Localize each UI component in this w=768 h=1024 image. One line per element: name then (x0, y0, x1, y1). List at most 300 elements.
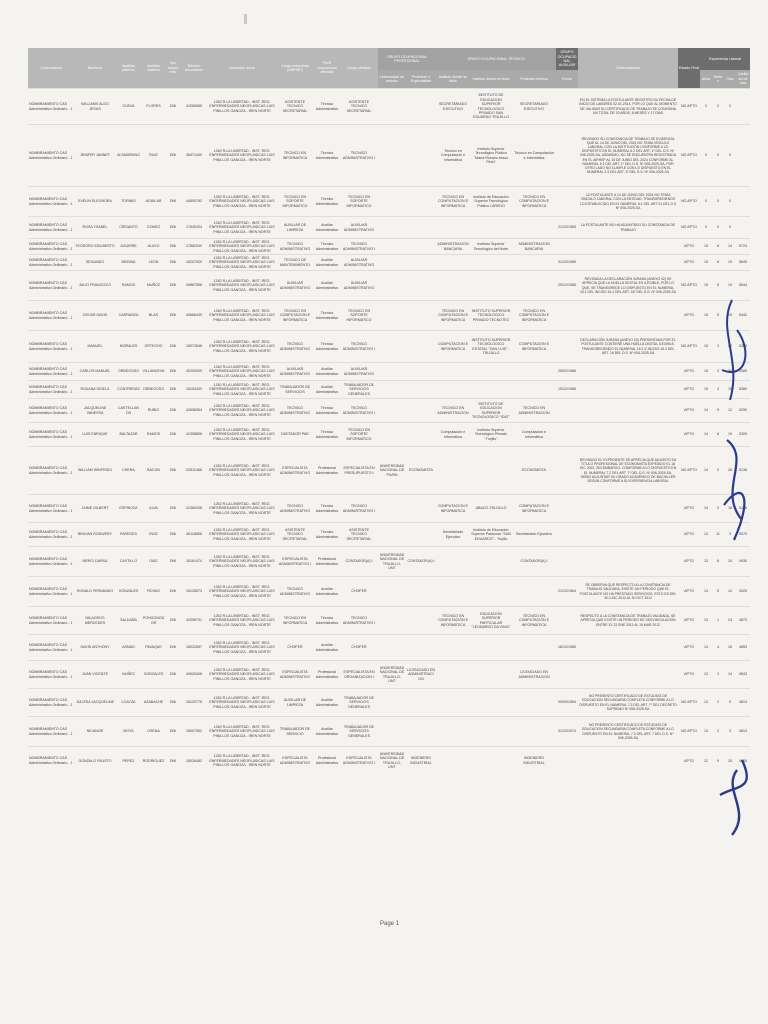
cell-m: 5 (712, 577, 724, 607)
cell-instit (470, 661, 512, 689)
cell-prof (406, 255, 436, 271)
cell-am: ALAYO (141, 239, 166, 255)
cell-perfil: Técnico Administrativo (314, 187, 340, 217)
cell-univ (378, 331, 406, 363)
cell-instituto (436, 661, 470, 689)
cell-cargo: AUXILIAR DE LIMPIEZA (276, 689, 314, 717)
cell-a: 15 (700, 363, 712, 381)
group-tecnico: GRUPO OCUPACIONAL TÉCNICO (436, 48, 556, 70)
cell-am: BACON (141, 447, 166, 495)
table-row (28, 577, 750, 607)
cell-perfil: Auxiliar Administrativo (314, 689, 340, 717)
cell-nombres: ROSA YSABEL (74, 217, 116, 239)
cell-prof_tec: TECNICO EN COMPUTACION E INFORMATICA (512, 301, 556, 331)
cell-m: 0 (712, 447, 724, 495)
cell-total: 5126 (736, 495, 750, 523)
cell-obs (578, 301, 678, 331)
cell-ap: CUEVA (116, 89, 141, 125)
cell-perfil: Técnico Administrativo (314, 125, 340, 187)
cell-inst: 1262 R.LA LIBERTAD - INST. REG. ENFERMEDADES NEOPLASICAS LUIS PINILLOS GANOZA - IREN NORTE (208, 447, 276, 495)
cell-prof_tec: INGENIERO INDUSTRIAL (512, 747, 556, 775)
cell-conv: NOMBRAMIENTO CAS Administrativo Ordinario - 1 (28, 547, 74, 577)
cell-perfil: Auxiliar Administrativo (314, 381, 340, 399)
cell-am: AGUILAR (141, 187, 166, 217)
cell-m: 0 (712, 495, 724, 523)
cell-nombres: JAIME GILBERT (74, 495, 116, 523)
cell-ap: ORBEGOSO (116, 363, 141, 381)
cell-instituto (436, 363, 470, 381)
cell-conv: NOMBRAMIENTO CAS Administrativo Ordinario - 1 (28, 607, 74, 635)
cell-total: 5070 (736, 523, 750, 547)
cell-ofert: TECNICO ADMINISTRATIVO I (340, 125, 378, 187)
cell-a: 13 (700, 607, 712, 635)
cell-ofert: ESPECIALISTA EN PRESUPUESTO I (340, 447, 378, 495)
cell-m: 0 (712, 217, 724, 239)
cell-doc: 46118858 (180, 523, 208, 547)
cell-a: 13 (700, 523, 712, 547)
cell-d: 15 (724, 747, 736, 775)
cell-a: 13 (700, 661, 712, 689)
cell-ofert: TECNICO EN SOPORTE INFORMATICO (340, 187, 378, 217)
cell-cargo: TRABAJADOR DE SERVICIO (276, 717, 314, 747)
cell-doc: 40625408 (180, 661, 208, 689)
cell-conv: NOMBRAMIENTO CAS Administrativo Ordinario - 1 (28, 577, 74, 607)
cell-fecha: 31/12/1969 (556, 255, 578, 271)
cell-univ (378, 607, 406, 635)
cell-estado: APTO (678, 523, 700, 547)
cell-total: 5250 (736, 399, 750, 423)
cell-estado: APTO (678, 363, 700, 381)
cell-total: 5385 (736, 331, 750, 363)
cell-ofert: TECNICO ADMINISTRATIVO I (340, 239, 378, 255)
cell-prof (406, 523, 436, 547)
table-row (28, 239, 750, 255)
cell-ap: MORALES (116, 331, 141, 363)
cell-prof_tec (512, 255, 556, 271)
cell-doc: 42696364 (180, 399, 208, 423)
cell-am: FLORES (141, 89, 166, 125)
cell-ofert: TECNICO EN SOPORTE INFORMATICO (340, 301, 378, 331)
cell-estado: APTO (678, 399, 700, 423)
cell-td: DNI (166, 399, 180, 423)
cell-perfil: Técnico Administrativo (314, 607, 340, 635)
cell-inst: 1262 R.LA LIBERTAD - INST. REG. ENFERMEDADES NEOPLASICAS LUIS PINILLOS GANOZA - IREN NORTE (208, 547, 276, 577)
cell-td: DNI (166, 635, 180, 661)
cell-instituto: COMPUTACION E INFORMATICA (436, 331, 470, 363)
cell-a: 14 (700, 495, 712, 523)
cell-inst: 1262 R.LA LIBERTAD - INST. REG. ENFERMEDADES NEOPLASICAS LUIS PINILLOS GANOZA - IREN NORTE (208, 717, 276, 747)
cell-ofert: ASISTENTE TECNICO SECRETARIAL (340, 89, 378, 125)
cell-nombres: BRAYAN RODWERY (74, 523, 116, 547)
cell-ofert: TECNICO ADMINISTRATIVO I (340, 399, 378, 423)
cell-instit: Instituto de Educación Superior Particular "SAN EDUARDO" - Trujillo (470, 523, 512, 547)
cell-perfil: Profesional Administrativo (314, 661, 340, 689)
cell-prof_tec (512, 635, 556, 661)
table-row (28, 661, 750, 689)
cell-conv: NOMBRAMIENTO CAS Administrativo Ordinario - 1 (28, 187, 74, 217)
cell-td: DNI (166, 447, 180, 495)
cell-inst: 1262 R.LA LIBERTAD - INST. REG. ENFERMEDADES NEOPLASICAS LUIS PINILLOS GANOZA - IREN NORTE (208, 301, 276, 331)
cell-fecha: 15/12/1986 (556, 381, 578, 399)
cell-ap: GONZALES (116, 577, 141, 607)
cell-td: DNI (166, 271, 180, 301)
cell-perfil: Auxiliar Administrativo (314, 635, 340, 661)
candidate-table (28, 48, 750, 775)
cell-nombres: WILLIAMS ALDO JESUS (74, 89, 116, 125)
cell-univ (378, 577, 406, 607)
cell-cargo: CHOFER (276, 635, 314, 661)
cell-inst: 1262 R.LA LIBERTAD - INST. REG. ENFERMEDADES NEOPLASICAS LUIS PINILLOS GANOZA - IREN NORTE (208, 363, 276, 381)
cell-estado: NO APTO (678, 689, 700, 717)
cell-univ: UNIVERSIDAD NACIONAL DE PIURA (378, 447, 406, 495)
cell-cargo: ASISTENTE TECNICO SECRETARIAL (276, 523, 314, 547)
cell-prof (406, 399, 436, 423)
cell-td: DNI (166, 331, 180, 363)
cell-univ (378, 255, 406, 271)
cell-instituto: TECNICO EN ADMINISTRACION (436, 399, 470, 423)
cell-perfil: Auxiliar Administrativo (314, 363, 340, 381)
cell-ap: TORIBIO (116, 187, 141, 217)
cell-instit (470, 547, 512, 577)
cell-cargo: TRABAJADOR DE SERVICIOS (276, 381, 314, 399)
cell-univ (378, 187, 406, 217)
cell-d: 19 (724, 423, 736, 447)
cell-m: 6 (712, 239, 724, 255)
cell-univ (378, 423, 406, 447)
cell-cargo: AUXILIAR DE LIMPIEZA (276, 217, 314, 239)
cell-conv: NOMBRAMIENTO CAS Administrativo Ordinario - 1 (28, 363, 74, 381)
cell-doc: 02811468 (180, 447, 208, 495)
cell-nombres: RONALD FERNANDO (74, 577, 116, 607)
col-perfil: Perfil ocupacional ofertado (314, 48, 340, 89)
cell-obs (578, 363, 678, 381)
cell-fecha: 21/12/1964 (556, 577, 578, 607)
cell-conv: NOMBRAMIENTO CAS Administrativo Ordinario - 1 (28, 423, 74, 447)
cell-prof (406, 331, 436, 363)
cell-estado: NO APTO (678, 447, 700, 495)
cell-a: 0 (700, 125, 712, 187)
cell-instituto (436, 271, 470, 301)
cell-instituto (436, 577, 470, 607)
cell-prof_tec: TÉCNICO EN COMPUTACIÓN E INFORMÁTICA (512, 607, 556, 635)
table-row (28, 381, 750, 399)
cell-conv: NOMBRAMIENTO CAS Administrativo Ordinario - 1 (28, 331, 74, 363)
cell-conv: NOMBRAMIENTO CAS Administrativo Ordinario - 1 (28, 255, 74, 271)
cell-a: 0 (700, 89, 712, 125)
cell-doc: 46471440 (180, 125, 208, 187)
table-row (28, 271, 750, 301)
cell-td: DNI (166, 363, 180, 381)
cell-cargo: TECNICO EN COMPUTACION E INFORMATICA (276, 301, 314, 331)
cell-instituto (436, 447, 470, 495)
cell-conv: NOMBRAMIENTO CAS Administrativo Ordinario - 1 (28, 495, 74, 523)
col-cargo-airhsp: Cargo estructural (AIRHSP) (276, 48, 314, 89)
cell-cargo: TECNICO ADMINISTRATIVO (276, 399, 314, 423)
cell-prof_tec (512, 689, 556, 717)
cell-d: 12 (724, 399, 736, 423)
cell-obs: LA POSTULANTE NO HA ADJUNTADO SU CONSTANCIA DE TRABAJO (578, 217, 678, 239)
cell-am: RODRIGUEZ (141, 747, 166, 775)
cell-estado: NO APTO (678, 125, 700, 187)
cell-nombres: EVELIN ELEONORA (74, 187, 116, 217)
col-numero-doc: Número documento (180, 48, 208, 89)
cell-inst: 1262 R.LA LIBERTAD - INST. REG. ENFERMEDADES NEOPLASICAS LUIS PINILLOS GANOZA - IREN NORTE (208, 577, 276, 607)
cell-fecha: 09/09/1964 (556, 689, 578, 717)
cell-conv: NOMBRAMIENTO CAS Administrativo Ordinario - 1 (28, 689, 74, 717)
cell-prof: INGENIERO INDUSTRIAL (406, 747, 436, 775)
cell-d: 20 (724, 331, 736, 363)
cell-nombres: LUIS ENRIQUE (74, 423, 116, 447)
cell-d: 19 (724, 255, 736, 271)
col-instituto: Instituto donde se titulo (436, 70, 470, 89)
cell-m: 6 (712, 423, 724, 447)
cell-prof_tec: TECNICO EN COMPUTACION E INFORMATICA (512, 187, 556, 217)
cell-cargo: TECNICO EN SOPORTE INFORMATICO (276, 187, 314, 217)
cell-inst: 1262 R.LA LIBERTAD - INST. REG. ENFERMEDADES NEOPLASICAS LUIS PINILLOS GANOZA - IREN NORTE (208, 689, 276, 717)
cell-nombres: NICANOR (74, 717, 116, 747)
cell-inst: 1262 R.LA LIBERTAD - INST. REG. ENFERMEDADES NEOPLASICAS LUIS PINILLOS GANOZA - IREN NORTE (209, 239, 275, 253)
cell-nombres: JACQUELINE VANESSA (74, 399, 116, 423)
cell-inst: 1262 R.LA LIBERTAD - INST. REG. ENFERMEDADES NEOPLASICAS LUIS PINILLOS GANOZA - IREN NORTE (208, 607, 276, 635)
cell-ap: MOYA (116, 717, 141, 747)
cell-obs: NO PRESENTO CERTIFICADO DE ESTUDIOS DE EDUCACION SECUNDARIA COMPLETA CONFORME A LO DISPUESTO EN EL NUMERAL 7.3 DEL ART. 7 DEL D.S. Nº 006-2025-SA (578, 717, 678, 747)
table-row (28, 717, 750, 747)
cell-total: 4843 (736, 661, 750, 689)
cell-am: RAMOS (141, 423, 166, 447)
cell-obs: DECLARACIÓN JURADA (ANEXO 02) PRESENTADA POR EL POSTULANTE CONTIENE UNA HUELLA DIGITAL ILEGIBLE, TRANSGREDIENDO EL NUMERAL 16.1 E INCISO 16.1 DEL ART. 16 DEL D.S. Nº 006-2025-SA (578, 331, 678, 363)
cell-cargo: AUXILIAR ADMINISTRATIVO (276, 363, 314, 381)
cell-inst: 1262 R.LA LIBERTAD - INST. REG. ENFERMEDADES NEOPLASICAS LUIS PINILLOS GANOZA - IREN NORTE (208, 89, 276, 125)
table-row (28, 331, 750, 363)
cell-prof (406, 635, 436, 661)
cell-inst: 1262 R.LA LIBERTAD - INST. REG. ENFERMEDADES NEOPLASICAS LUIS PINILLOS GANOZA - IREN NORTE (209, 255, 275, 269)
cell-estado: APTO (678, 747, 700, 775)
cell-am: MUÑOZ (141, 271, 166, 301)
cell-a: 13 (700, 577, 712, 607)
cell-cargo: ESPECIALISTA ADMINISTRATIVO (276, 447, 314, 495)
table-row (28, 689, 750, 717)
cell-perfil: Profesional Administrativo (314, 447, 340, 495)
cell-fecha (556, 607, 578, 635)
cell-total (736, 187, 750, 217)
cell-prof_tec: TECNICO EN ADMINISTRACION (512, 399, 556, 423)
cell-total: 4873 (736, 607, 750, 635)
cell-univ (378, 89, 406, 125)
cell-estado: APTO (678, 547, 700, 577)
cell-perfil: Técnico Administrativo (314, 523, 340, 547)
cell-d: 18 (724, 495, 736, 523)
cell-instit (470, 635, 512, 661)
cell-nombres: ROXANA GISELA (74, 381, 116, 399)
cell-ap: PAREDES (116, 523, 141, 547)
cell-instituto: COMPUTACION E INFORMATICA (436, 495, 470, 523)
cell-cargo: TECNICO ADMINISTRATIVO (276, 495, 314, 523)
cell-fecha (556, 89, 578, 125)
cell-obs (578, 635, 678, 661)
cell-inst: 1262 R.LA LIBERTAD - INST. REG. ENFERMEDADES NEOPLASICAS LUIS PINILLOS GANOZA - IREN NORTE (208, 495, 276, 523)
cell-perfil: Auxiliar Administrativo (314, 217, 340, 239)
cell-d: 24 (724, 607, 736, 635)
cell-fecha (556, 239, 578, 255)
cell-a: 15 (700, 301, 712, 331)
cell-prof (406, 187, 436, 217)
cell-cargo: TECNICO DE MANTENIMIENTO (276, 255, 314, 271)
cell-prof_tec: COMPUTACION E INFORMATICA (512, 495, 556, 523)
cell-conv: NOMBRAMIENTO CAS Administrativo Ordinario - 1 (28, 217, 74, 239)
cell-univ (378, 239, 406, 255)
cell-d: 19 (724, 301, 736, 331)
cell-instit (470, 689, 512, 717)
cell-perfil: Técnico Administrativo (314, 89, 340, 125)
page-number: Page 1 (380, 921, 400, 927)
col-anos: Años (700, 70, 712, 89)
cell-nombres: WILLIAM WINFRIDO (74, 447, 116, 495)
cell-conv: NOMBRAMIENTO CAS Administrativo Ordinario - 1 (28, 747, 74, 775)
cell-estado: APTO (678, 301, 700, 331)
cell-ap: SALDAÑA (116, 607, 141, 635)
cell-m: 3 (712, 331, 724, 363)
cell-instituto (436, 381, 470, 399)
cell-perfil: Técnico Administrativo (314, 495, 340, 523)
cell-univ (378, 495, 406, 523)
cell-total: 5724 (736, 239, 750, 255)
cell-total: 5385 (736, 363, 750, 381)
col-cantidad-dias: Cantidad de días (736, 70, 750, 89)
cell-doc: 44850762 (180, 187, 208, 217)
cell-m: 2 (712, 689, 724, 717)
cell-d: 14 (724, 239, 736, 255)
cell-ap: CASTILLO (116, 547, 141, 577)
group-profesional: GRUPO OCUPACIONAL PROFESIONAL (378, 48, 436, 70)
col-estado-final: Estado Final (678, 48, 700, 89)
col-universidad: Universidad de estudio (378, 70, 406, 89)
cell-prof_tec: LICENCIADO EN ADMINISTRACION (512, 661, 556, 689)
cell-ap: ESPINOZA (116, 495, 141, 523)
cell-instit (470, 577, 512, 607)
cell-prof (406, 689, 436, 717)
cell-conv: NOMBRAMIENTO CAS Administrativo Ordinario - 1 (28, 125, 74, 187)
cell-perfil: Auxiliar Administrativo (314, 255, 340, 271)
cell-inst: 1262 R.LA LIBERTAD - INST. REG. ENFERMEDADES NEOPLASICAS LUIS PINILLOS GANOZA - IREN NORTE (208, 523, 276, 547)
cell-td: DNI (166, 747, 180, 775)
cell-ap: CASTELLANOS (116, 399, 141, 423)
cell-m: 0 (712, 125, 724, 187)
cell-cargo: ESPECIALISTA ADMINISTRATIVO (276, 747, 314, 775)
table-row (28, 187, 750, 217)
cell-td: DNI (166, 661, 180, 689)
col-profesion: Profesión o Especialidad (406, 70, 436, 89)
cell-total: 5544 (736, 271, 750, 301)
cell-prof_tec (512, 577, 556, 607)
cell-total: 5649 (736, 255, 750, 271)
cell-a: 15 (700, 271, 712, 301)
cell-doc: 17540204 (180, 217, 208, 239)
cell-obs (578, 423, 678, 447)
cell-estado: APTO (678, 607, 700, 635)
cell-fecha: 18/12/1980 (556, 635, 578, 661)
cell-td: DNI (166, 125, 180, 187)
cell-prof_tec: Secretariado Ejecutivo (512, 523, 556, 547)
cell-doc: 18163430 (180, 381, 208, 399)
cell-perfil: Técnico Administrativo (314, 331, 340, 363)
cell-ap: ALTAMIRANO (116, 125, 141, 187)
table-row (28, 125, 750, 187)
cell-instit: INSTITUTO DE EDUCACION SUPERIOR TECNOLOGICO PRIVADO SAN EDUARDO TRUJILLO (470, 89, 512, 125)
cell-td: DNI (166, 495, 180, 523)
cell-td: DNI (166, 607, 180, 635)
cell-ap: BALTAZAR (116, 423, 141, 447)
cell-univ (378, 399, 406, 423)
cell-m: 3 (712, 363, 724, 381)
cell-m: 0 (712, 187, 724, 217)
cell-total: 4814 (736, 689, 750, 717)
cell-doc: 18207929 (180, 255, 208, 271)
cell-obs (578, 495, 678, 523)
cell-perfil: Profesional Administrativo (314, 547, 340, 577)
cell-nombres: TEODORO EDILBERTO (74, 239, 116, 255)
cell-a: 15 (700, 239, 712, 255)
cell-total: 5380 (736, 381, 750, 399)
cell-ofert: AUXILIAR ADMINISTRATIVO (340, 217, 378, 239)
cell-d: 3 (724, 717, 736, 747)
cell-obs: LA POSTULANTE A 14 DE JUNIO DEL 2024 NO TENÍA VÍNCULO LABORAL CON LA ENTIDAD, TRANSGREDIENDO LO ESTABLECIDO EN EL NUMERAL 6.1 DEL ART 01 DEL D.S Nº 006-2025-SA (578, 187, 678, 217)
cell-doc: 42098701 (180, 607, 208, 635)
table-body (28, 89, 750, 775)
cell-prof_tec: ADMINISTRACION BANCARIA (512, 239, 556, 255)
cell-perfil: Técnico Administrativo (314, 423, 340, 447)
cell-ap: ASMAD (116, 635, 141, 661)
cell-a: 15 (700, 381, 712, 399)
cell-inst: 1262 R.LA LIBERTAD - INST. REG. ENFERMEDADES NEOPLASICAS LUIS PINILLOS GANOZA - IREN NORTE (208, 423, 276, 447)
cell-doc: 41358856 (180, 423, 208, 447)
col-fecha: Fecha (556, 70, 578, 89)
cell-cargo: TECNICO EN INFORMATICA (276, 607, 314, 635)
col-apellido-materno: Apellido materno (141, 48, 166, 89)
cell-instituto: TECNICO EN COMPUTACION E INFORMATICA (436, 187, 470, 217)
cell-conv: NOMBRAMIENTO CAS Administrativo Ordinario - 1 (28, 717, 74, 747)
cell-instituto (436, 635, 470, 661)
cell-prof (406, 381, 436, 399)
cell-ofert: CONTADOR(A) I (340, 547, 378, 577)
cell-perfil: Técnico Administrativo (314, 301, 340, 331)
cell-prof: LICENCIADO EN ADMINISTRACION (406, 661, 436, 689)
cell-instit: Instituto Superior Tecnológico Público "María Rosario Araoz Pinto" (470, 125, 512, 187)
cell-conv: NOMBRAMIENTO CAS Administrativo Ordinario - 1 (28, 301, 74, 331)
cell-total: 4853 (736, 635, 750, 661)
cell-total: 5442 (736, 301, 750, 331)
cell-a: 12 (700, 747, 712, 775)
cell-d: 20 (724, 363, 736, 381)
cell-a: 13 (700, 717, 712, 747)
cell-prof (406, 125, 436, 187)
table-row (28, 523, 750, 547)
cell-prof (406, 239, 436, 255)
cell-prof (406, 717, 436, 747)
cell-prof_tec (512, 381, 556, 399)
cell-instituto (436, 717, 470, 747)
cell-fecha (556, 523, 578, 547)
cell-conv: NOMBRAMIENTO CAS Administrativo Ordinario - 1 (28, 447, 74, 495)
col-convocatoria: Convocatoria (28, 48, 74, 89)
cell-am: DIAZ (141, 547, 166, 577)
cell-doc: 18161474 (180, 547, 208, 577)
cell-prof: CONTADOR(A) I (406, 547, 436, 577)
table-row (28, 89, 750, 125)
cell-td: DNI (166, 187, 180, 217)
cell-m: 9 (712, 747, 724, 775)
cell-obs (578, 523, 678, 547)
cell-d: 3 (724, 523, 736, 547)
